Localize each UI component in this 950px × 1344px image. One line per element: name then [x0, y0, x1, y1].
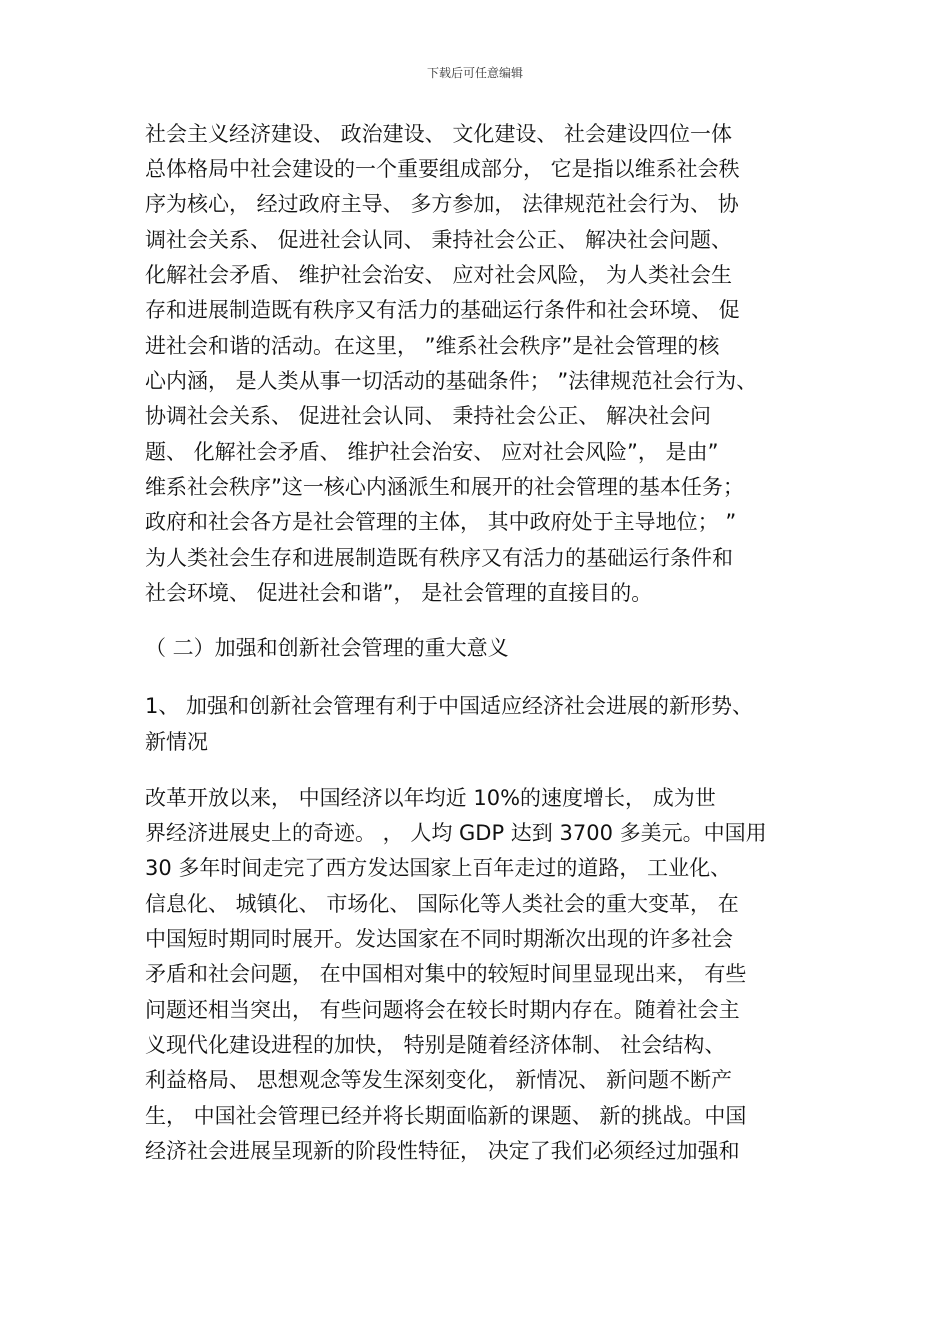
section-heading: （ 二）加强和创新社会管理的重大意义 — [145, 636, 509, 660]
text-line: 社会环境、 促进社会和谐”， 是社会管理的直接目的。 — [145, 581, 653, 605]
text-line: 为人类社会生存和进展制造既有秩序又有活力的基础运行条件和 — [145, 546, 733, 570]
text-line: 协调社会关系、 促进社会认同、 秉持社会公正、 解决社会问 — [145, 404, 712, 428]
text-line: 政府和社会各方是社会管理的主体， 其中政府处于主导地位； ” — [145, 510, 737, 534]
text-line: 序为核心， 经过政府主导、 多方参加， 法律规范社会行为、 协 — [145, 192, 739, 216]
text-line: 信息化、 城镇化、 市场化、 国际化等人类社会的重大变革， 在 — [145, 892, 739, 916]
text-line: 化解社会矛盾、 维护社会治安、 应对社会风险， 为人类社会生 — [145, 263, 733, 287]
text-line: 调社会关系、 促进社会认同、 秉持社会公正、 解决社会问题、 — [145, 228, 733, 252]
text-line: 社会主义经济建设、 政治建设、 文化建设、 社会建设四位一体 — [145, 122, 733, 146]
text-line: 题、 化解社会矛盾、 维护社会治安、 应对社会风险”， 是由” — [145, 440, 719, 464]
subheading-line: 1、 加强和创新社会管理有利于中国适应经济社会进展的新形势、 — [145, 694, 754, 718]
text-line: 30 多年时间走完了西方发达国家上百年走过的道路， 工业化、 — [145, 856, 732, 880]
text-line: 利益格局、 思想观念等发生深刻变化， 新情况、 新问题不断产 — [145, 1068, 733, 1092]
text-line: 矛盾和社会问题， 在中国相对集中的较短时间里显现出来， 有些 — [145, 962, 747, 986]
text-line: 存和进展制造既有秩序又有活力的基础运行条件和社会环境、 促 — [145, 298, 740, 322]
text-line: 问题还相当突出， 有些问题将会在较长时期内存在。随着社会主 — [145, 998, 740, 1022]
text-line: 中国短时期同时展开。发达国家在不同时期渐次出现的许多社会 — [145, 927, 733, 951]
text-line: 维系社会秩序”这一核心内涵派生和展开的社会管理的基本任务； — [145, 475, 744, 499]
subheading-line: 新情况 — [145, 730, 208, 754]
text-line: 心内涵， 是人类从事一切活动的基础条件； ”法律规范社会行为、 — [145, 369, 758, 393]
text-line: 经济社会进展呈现新的阶段性特征， 决定了我们必须经过加强和 — [145, 1139, 740, 1163]
page-header: 下载后可任意编辑 — [426, 66, 523, 80]
text-line: 界经济进展史上的奇迹。 ， 人均 GDP 达到 3700 多美元。中国用 — [145, 821, 767, 845]
text-line: 总体格局中社会建设的一个重要组成部分， 它是指以维系社会秩 — [145, 157, 740, 181]
text-line: 义现代化建设进程的加快， 特别是随着经济体制、 社会结构、 — [145, 1033, 726, 1057]
text-line: 生， 中国社会管理已经并将长期面临新的课题、 新的挑战。中国 — [145, 1104, 747, 1128]
text-line: 进社会和谐的活动。在这里， ”维系社会秩序”是社会管理的核 — [145, 334, 720, 358]
text-line: 改革开放以来， 中国经济以年均近 10%的速度增长， 成为世 — [145, 786, 716, 810]
